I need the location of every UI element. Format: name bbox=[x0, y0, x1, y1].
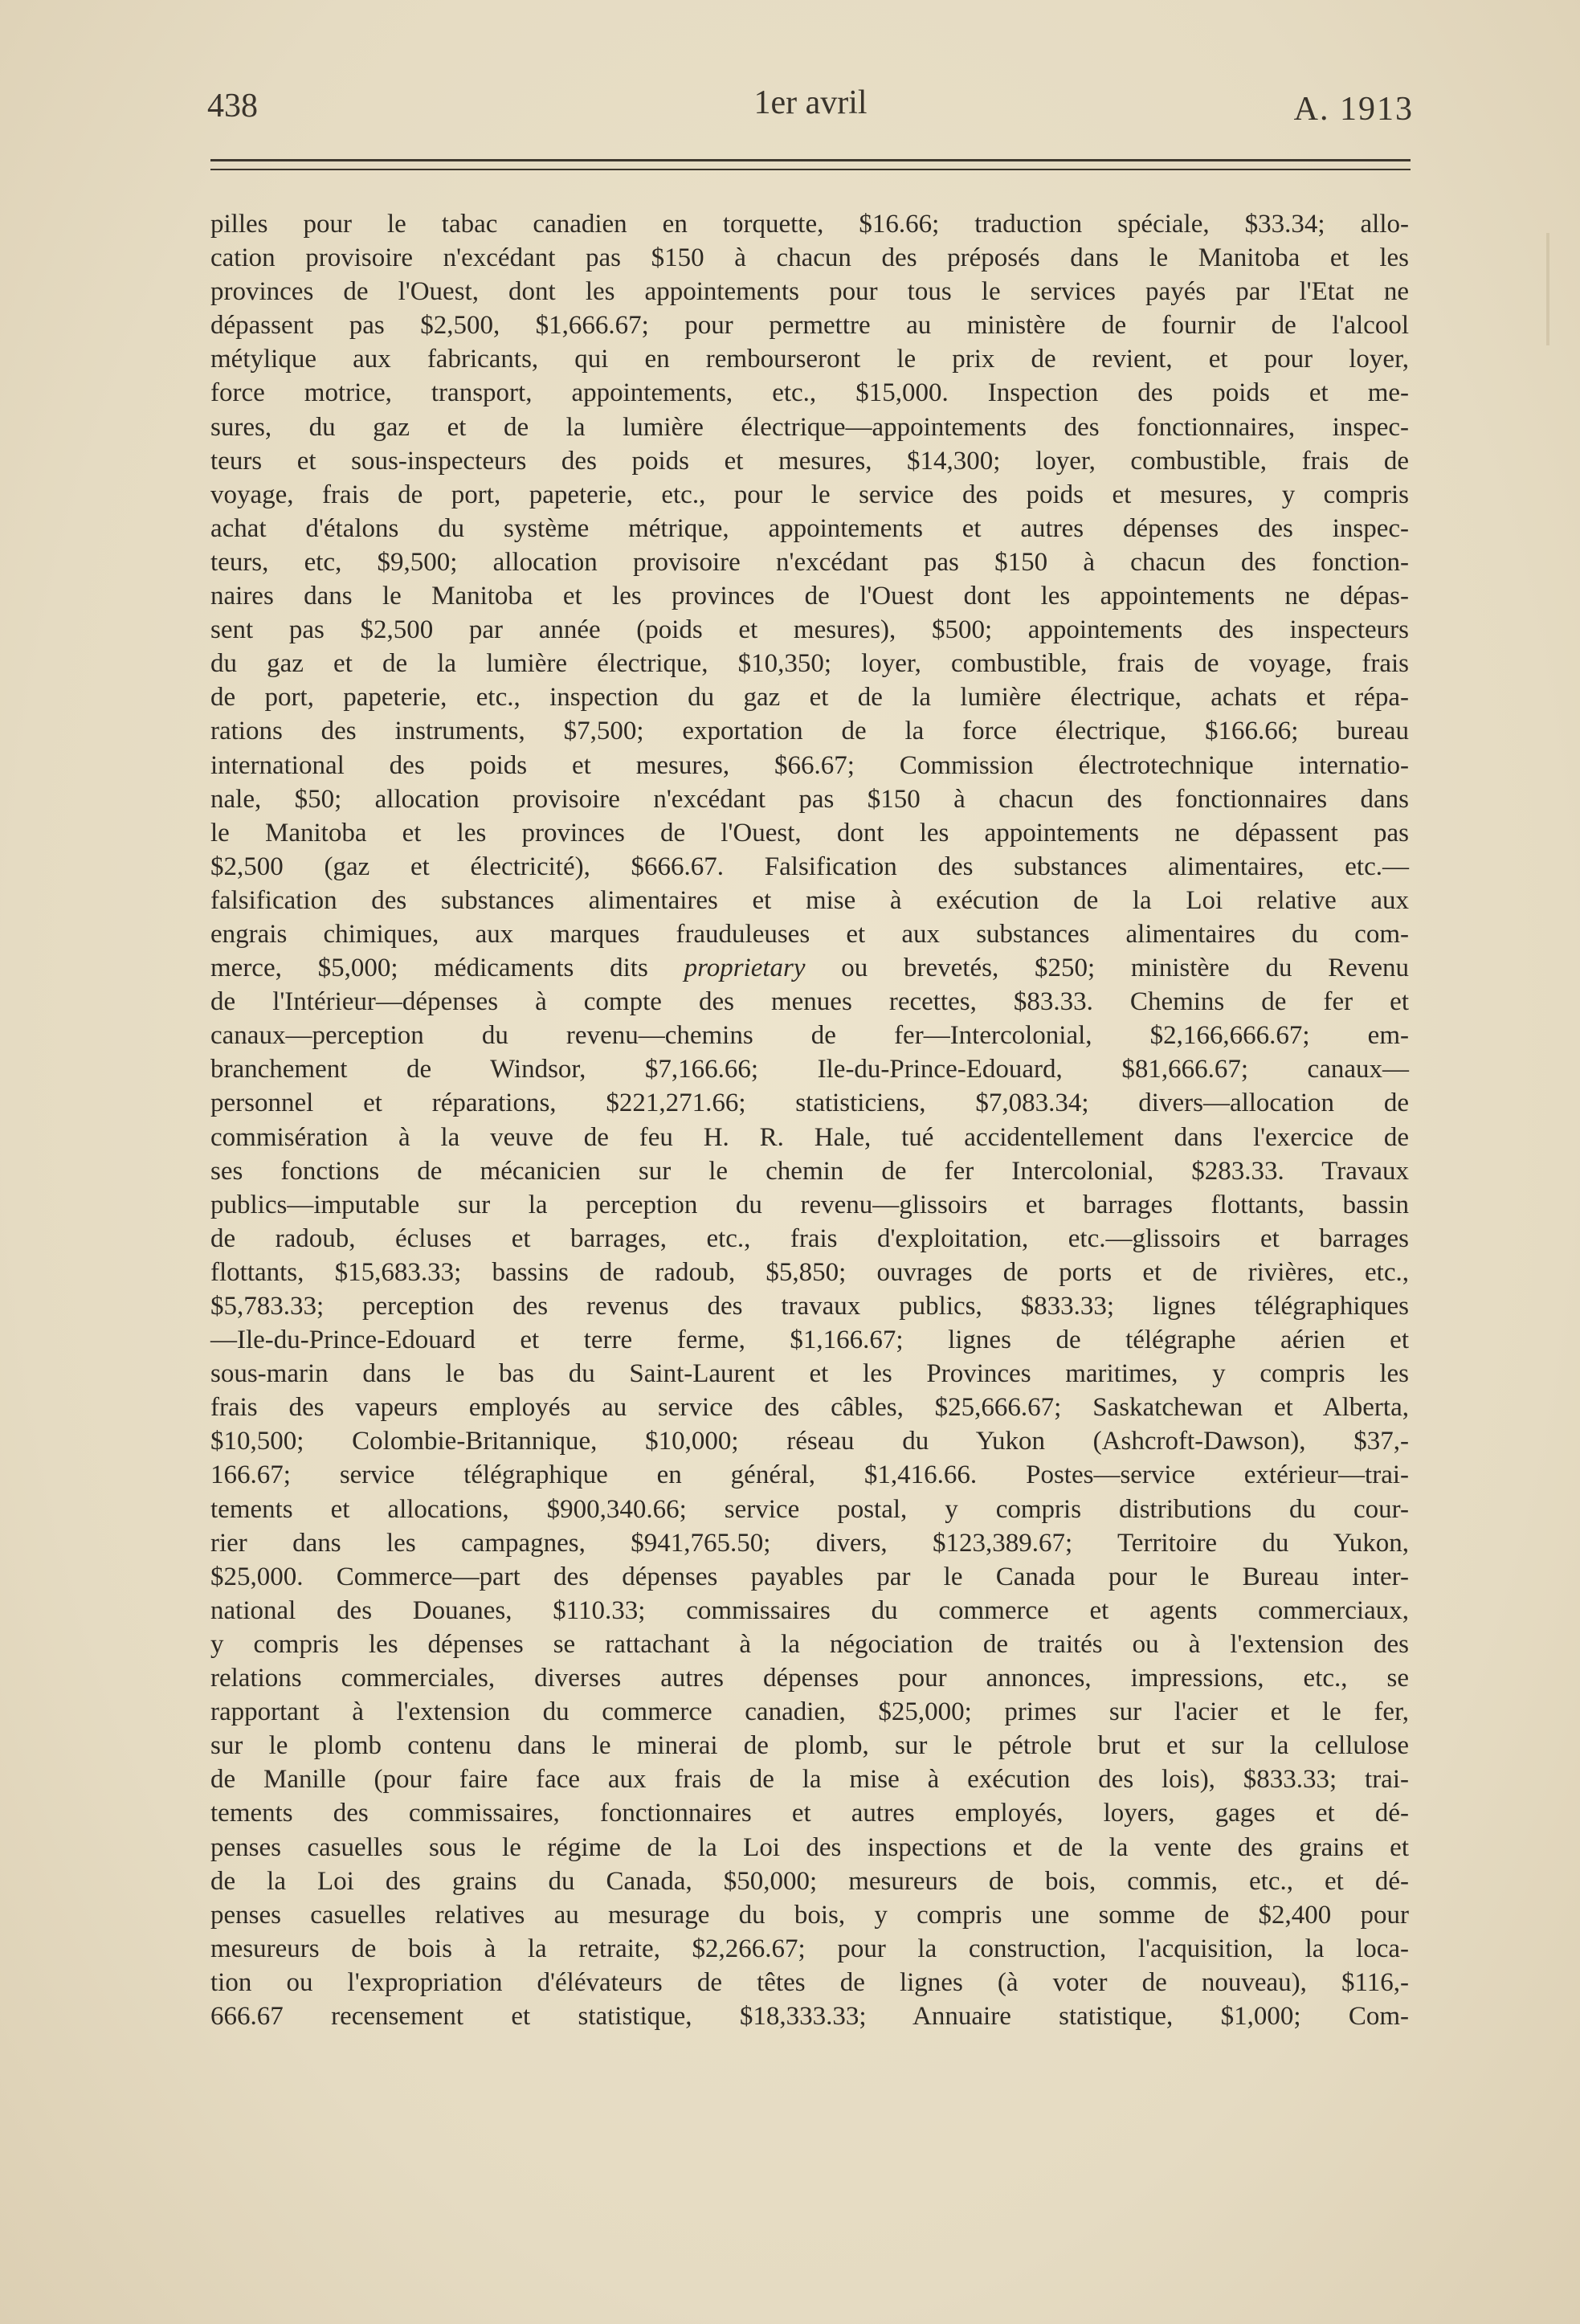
header-date: 1er avril bbox=[753, 84, 868, 121]
text-line: $25,000. Commerce—part des dépenses payables par le Canada pour le Bureau inter- bbox=[210, 1562, 1409, 1591]
header-year: A. 1913 bbox=[1293, 91, 1414, 128]
text-line: ses fonctions de mécanicien sur le chemin de fer Intercolonial, $283.33. Travaux bbox=[210, 1156, 1409, 1186]
header-rule-bottom bbox=[210, 169, 1411, 170]
text-line: de l'Intérieur—dépenses à compte des menues recettes, $83.33. Chemins de fer et bbox=[210, 987, 1409, 1017]
text-line: frais des vapeurs employés au service des câbles, $25,666.67; Saskatchewan et Alberta, bbox=[210, 1393, 1409, 1423]
text-line: $5,783.33; perception des revenus des travaux publics, $833.33; lignes télégraphiques bbox=[210, 1292, 1409, 1321]
text-line: provinces de l'Ouest, dont les appointements pour tous le services payés par l'Etat ne bbox=[210, 277, 1409, 307]
text-line: —Ile-du-Prince-Edouard et terre ferme, $1,166.67; lignes de télégraphe aérien et bbox=[210, 1325, 1409, 1355]
page-header bbox=[207, 80, 1414, 129]
text-line: $10,500; Colombie-Britannique, $10,000; réseau du Yukon (Ashcroft-Dawson), $37,- bbox=[210, 1427, 1409, 1456]
text-line: penses casuelles relatives au mesurage du bois, y compris une somme de $2,400 pour bbox=[210, 1900, 1409, 1930]
text-line: sur le plomb contenu dans le minerai de plomb, sur le pétrole brut et sur la cellulose bbox=[210, 1731, 1409, 1761]
text-line: engrais chimiques, aux marques frauduleuses et aux substances alimentaires du com- bbox=[210, 919, 1409, 949]
body-text bbox=[210, 207, 1409, 2033]
text-line: sous-marin dans le bas du Saint-Laurent et les Provinces maritimes, y compris les bbox=[210, 1359, 1409, 1389]
page-number: 438 bbox=[207, 88, 258, 125]
text-line: teurs, etc, $9,500; allocation provisoire n'excédant pas $150 à chacun des fonction- bbox=[210, 547, 1409, 577]
text-line: dépassent pas $2,500, $1,666.67; pour permettre au ministère de fournir de l'alcool bbox=[210, 311, 1409, 341]
italic-term: proprietary bbox=[684, 954, 806, 983]
text-line: 666.67 recensement et statistique, $18,333.33; Annuaire statistique, $1,000; Com- bbox=[210, 2001, 1409, 2031]
text-line: rations des instruments, $7,500; exportation de la force électrique, $166.66; bureau bbox=[210, 717, 1409, 746]
text-line: canaux—perception du revenu—chemins de fer—Intercolonial, $2,166,666.67; em- bbox=[210, 1021, 1409, 1051]
text-line: le Manitoba et les provinces de l'Ouest, dont les appointements ne dépassent pas bbox=[210, 818, 1409, 848]
text-line: tion ou l'expropriation d'élévateurs de têtes de lignes (à voter de nouveau), $116,- bbox=[210, 1967, 1409, 1997]
text-line: force motrice, transport, appointements, etc., $15,000. Inspection des poids et me- bbox=[210, 378, 1409, 408]
text-line: rapportant à l'extension du commerce canadien, $25,000; primes sur l'acier et le fer, bbox=[210, 1697, 1409, 1727]
text-line: sures, du gaz et de la lumière électrique—appointements des fonctionnaires, inspec- bbox=[210, 412, 1409, 442]
text-line: de port, papeterie, etc., inspection du gaz et de la lumière électrique, achats et répa- bbox=[210, 683, 1409, 713]
text-line: personnel et réparations, $221,271.66; statisticiens, $7,083.34; divers—allocation de bbox=[210, 1088, 1409, 1118]
text-line: international des poids et mesures, $66.67; Commission électrotechnique internatio- bbox=[210, 750, 1409, 780]
text-line: flottants, $15,683.33; bassins de radoub, $5,850; ouvrages de ports et de rivières, etc., bbox=[210, 1257, 1409, 1287]
text-line: rier dans les campagnes, $941,765.50; divers, $123,389.67; Territoire du Yukon, bbox=[210, 1528, 1409, 1558]
text-line: tements et allocations, $900,340.66; service postal, y compris distributions du cour- bbox=[210, 1494, 1409, 1524]
text-line: cation provisoire n'excédant pas $150 à chacun des préposés dans le Manitoba et les bbox=[210, 243, 1409, 273]
text-line: branchement de Windsor, $7,166.66; Ile-du-Prince-Edouard, $81,666.67; canaux— bbox=[210, 1055, 1409, 1084]
text-line: tements des commissaires, fonctionnaires et autres employés, loyers, gages et dé- bbox=[210, 1799, 1409, 1828]
text-line: sent pas $2,500 par année (poids et mesures), $500; appointements des inspecteurs bbox=[210, 615, 1409, 645]
text-line: teurs et sous-inspecteurs des poids et mesures, $14,300; loyer, combustible, frais de bbox=[210, 446, 1409, 476]
text-line: falsification des substances alimentaires et mise à exécution de la Loi relative aux bbox=[210, 885, 1409, 915]
text-line: mesureurs de bois à la retraite, $2,266.67; pour la construction, l'acquisition, la loca- bbox=[210, 1934, 1409, 1963]
page-edge-mark bbox=[1546, 233, 1549, 345]
text-line: commisération à la veuve de feu H. R. Hale, tué accidentellement dans l'exercice de bbox=[210, 1122, 1409, 1152]
text-line: de radoub, écluses et barrages, etc., frais d'exploitation, etc.—glissoirs et barrages bbox=[210, 1223, 1409, 1253]
text-line: de la Loi des grains du Canada, $50,000; mesureurs de bois, commis, etc., et dé- bbox=[210, 1866, 1409, 1896]
text-line: du gaz et de la lumière électrique, $10,350; loyer, combustible, frais de voyage, frais bbox=[210, 649, 1409, 679]
text-line: merce, $5,000; médicaments dits proprietary ou brevetés, $250; ministère du Revenu bbox=[210, 954, 1409, 983]
text-line: voyage, frais de port, papeterie, etc., pour le service des poids et mesures, y compris bbox=[210, 480, 1409, 509]
text-line: y compris les dépenses se rattachant à la négociation de traités ou à l'extension des bbox=[210, 1629, 1409, 1659]
text-line: penses casuelles sous le régime de la Loi des inspections et de la vente des grains et bbox=[210, 1832, 1409, 1862]
text-line: publics—imputable sur la perception du revenu—glissoirs et barrages flottants, bassin bbox=[210, 1190, 1409, 1219]
text-line: achat d'étalons du système métrique, appointements et autres dépenses des inspec- bbox=[210, 513, 1409, 543]
text-line: nale, $50; allocation provisoire n'excédant pas $150 à chacun des fonctionnaires dans bbox=[210, 784, 1409, 814]
text-line: 166.67; service télégraphique en général, $1,416.66. Postes—service extérieur—trai- bbox=[210, 1460, 1409, 1490]
text-line: pilles pour le tabac canadien en torquette, $16.66; traduction spéciale, $33.34; allo- bbox=[210, 210, 1409, 239]
header-rule-top bbox=[210, 159, 1411, 161]
text-line: national des Douanes, $110.33; commissaires du commerce et agents commerciaux, bbox=[210, 1595, 1409, 1625]
text-line: de Manille (pour faire face aux frais de la mise à exécution des lois), $833.33; trai- bbox=[210, 1765, 1409, 1795]
text-line: naires dans le Manitoba et les provinces de l'Ouest dont les appointements ne dépas- bbox=[210, 582, 1409, 611]
text-line: $2,500 (gaz et électricité), $666.67. Falsification des substances alimentaires, etc.— bbox=[210, 852, 1409, 881]
text-line: relations commerciales, diverses autres dépenses pour annonces, impressions, etc., se bbox=[210, 1664, 1409, 1693]
text-line: métylique aux fabricants, qui en rembourseront le prix de revient, et pour loyer, bbox=[210, 345, 1409, 374]
